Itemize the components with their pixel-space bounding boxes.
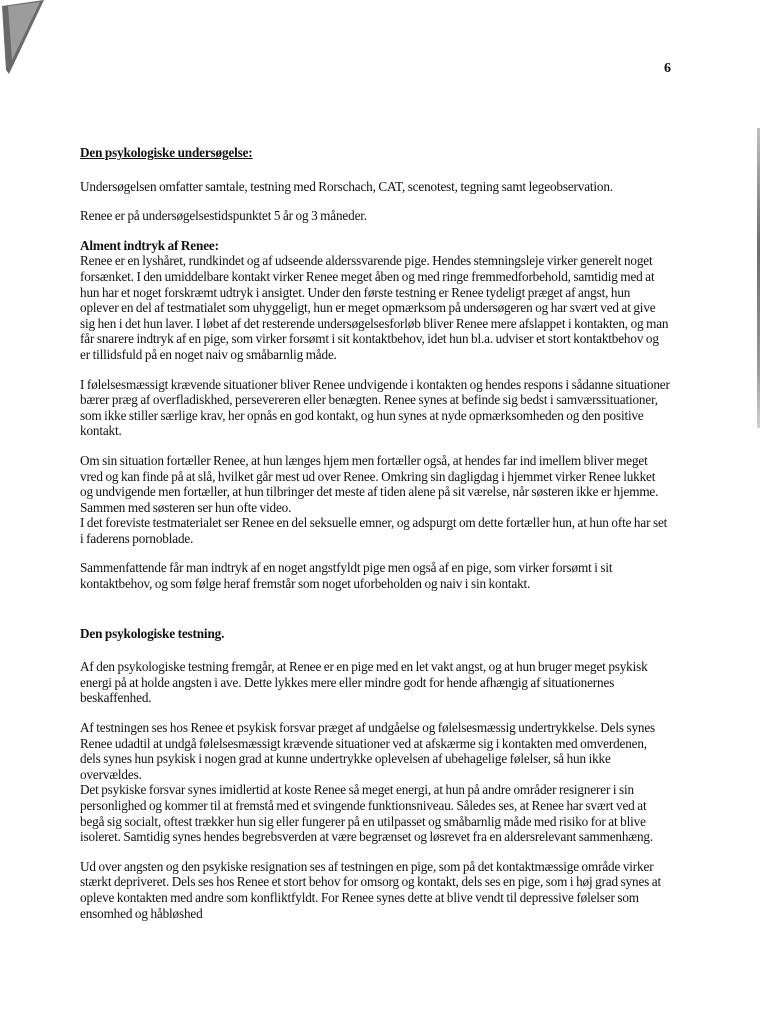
paragraph-general-impression: Renee er en lyshåret, rundkindet og af udseende alderssvarende pige. Hendes stemningsleje virker generelt noget forsænket. I den umiddelbare kontakt virker Renee meget åben og med ringe fremmedforbehold, samtidig med at hun har et noget forskræmt udtryk i ansigtet. Under den første testning er Renee tydeligt præget af angst, hun oplever en del af testmatialet som uhyggeligt, hun er meget opmærksom på undersøgeren og har svært ved at give sig hen i det hun laver. I løbet af det resterende undersøgelsesforløb bliver Renee mere afslappet i kontakten, og man får snarere indtryk af en pige, som virker forsømt i sit kontaktbehov, idet hun bl.a. udviser et stort kontaktbehov og er tillidsfuld på en noget naiv og småbarnlig måde.	[80, 253, 669, 362]
paragraph-test-material: I det foreviste testmaterialet ser Renee en del seksuelle emner, og adspurgt om dette fortæller hun, at hun ofte har set i faderens pornoblade.	[80, 515, 668, 546]
paragraph-home-situation: Om sin situation fortæller Renee, at hun længes hjem men fortæller også, at hendes far ind imellem bliver meget vred og kan finde på at slå, hvilket går mest ud over Renee. Omkring sin dagligdag i hjemmet virker Renee lukket og undvigende men fortæller, at hun tilbringer det meste af tiden alene på sit værelse, når søsteren ikke er hjemme. Sammen med søsteren ser hun ofte video.	[80, 452, 659, 515]
paragraph-age: Renee er på undersøgelsestidspunktet 5 år og 3 måneder.	[80, 208, 367, 224]
paragraph-testing-2: Af testningen ses hos Renee et psykisk forsvar præget af undgåelse og følelsesmæssig undertrykkelse. Dels synes Renee udadtil at undgå følelsesmæssigt krævende situationer ved at afskærme sig i kontakten med omverdenen, dels synes hun psykisk i nogen grad at kunne undertrykke oplevelsen af ubehagelige følelser, så hun ikke overvældes.	[80, 720, 656, 782]
paragraph-testing-4: Ud over angsten og den psykiske resignation ses af testningen en pige, som på det kontaktmæssige område virker stærkt depriveret. Dels ses hos Renee et stort behov for omsorg og kontakt, dels ses en pige, som i høj grad synes at opleve kontakten med andre som konfliktfyldt. For Renee synes dette at blive vendt til depressive følelser som ensomhed og håbløshed	[80, 858, 662, 921]
subheading-general-impression: Alment indtryk af Renee:	[80, 237, 219, 253]
section-heading-examination: Den psykologiske undersøgelse:	[80, 145, 253, 160]
paragraph-testing-3: Det psykiske forsvar synes imidlertid at koste Renee så meget energi, at hun på andre områder resignerer i sin personlighed og kommer til at fremstå med et svingende funktionsniveau. Således ses, at Renee har svært ved at begå sig socialt, oftest trækker hun sig eller fungerer på en utilpasset og småbarnlig måde med risiko for at blive isoleret. Samtidig synes hendes begrebsverden at være begrænset og løsrevet fra en aldersrelevant sammenhæng.	[80, 782, 653, 845]
scan-corner-mark	[0, 0, 46, 80]
paragraph-emotional-situations: I følelsesmæssigt krævende situationer bliver Renee undvigende i kontakten og hendes respons i sådanne situationer bærer præg af overfladiskhed, persevereren eller benægten. Renee synes at befinde sig bedst i samværssituationer, som ikke stiller særlige krav, her opnås en god kontakt, og hun synes at nyde opmærksomheden og den positive kontakt.	[80, 376, 670, 439]
page-number: 6	[664, 61, 671, 76]
paragraph-intro: Undersøgelsen omfatter samtale, testning med Rorschach, CAT, scenotest, tegning samt legeobservation.	[80, 178, 613, 194]
paragraph-summary: Sammenfattende får man indtryk af en noget angstfyldt pige men også af en pige, som virker forsømt i sit kontaktbehov, og som følge heraf fremstår som noget uforbeholden og naiv i sin kontakt.	[80, 560, 613, 592]
scan-edge-line	[757, 128, 760, 428]
section-heading-testing: Den psykologiske testning.	[80, 625, 225, 641]
paragraph-testing-1: Af den psykologiske testning fremgår, at Renee er en pige med en let vakt angst, og at hun bruger meget psykisk energi på at holde angsten i ave. Dette lykkes mere eller mindre godt for hende afhængig af situationernes beskaffenhed.	[80, 659, 648, 706]
document-body	[80, 145, 670, 935]
